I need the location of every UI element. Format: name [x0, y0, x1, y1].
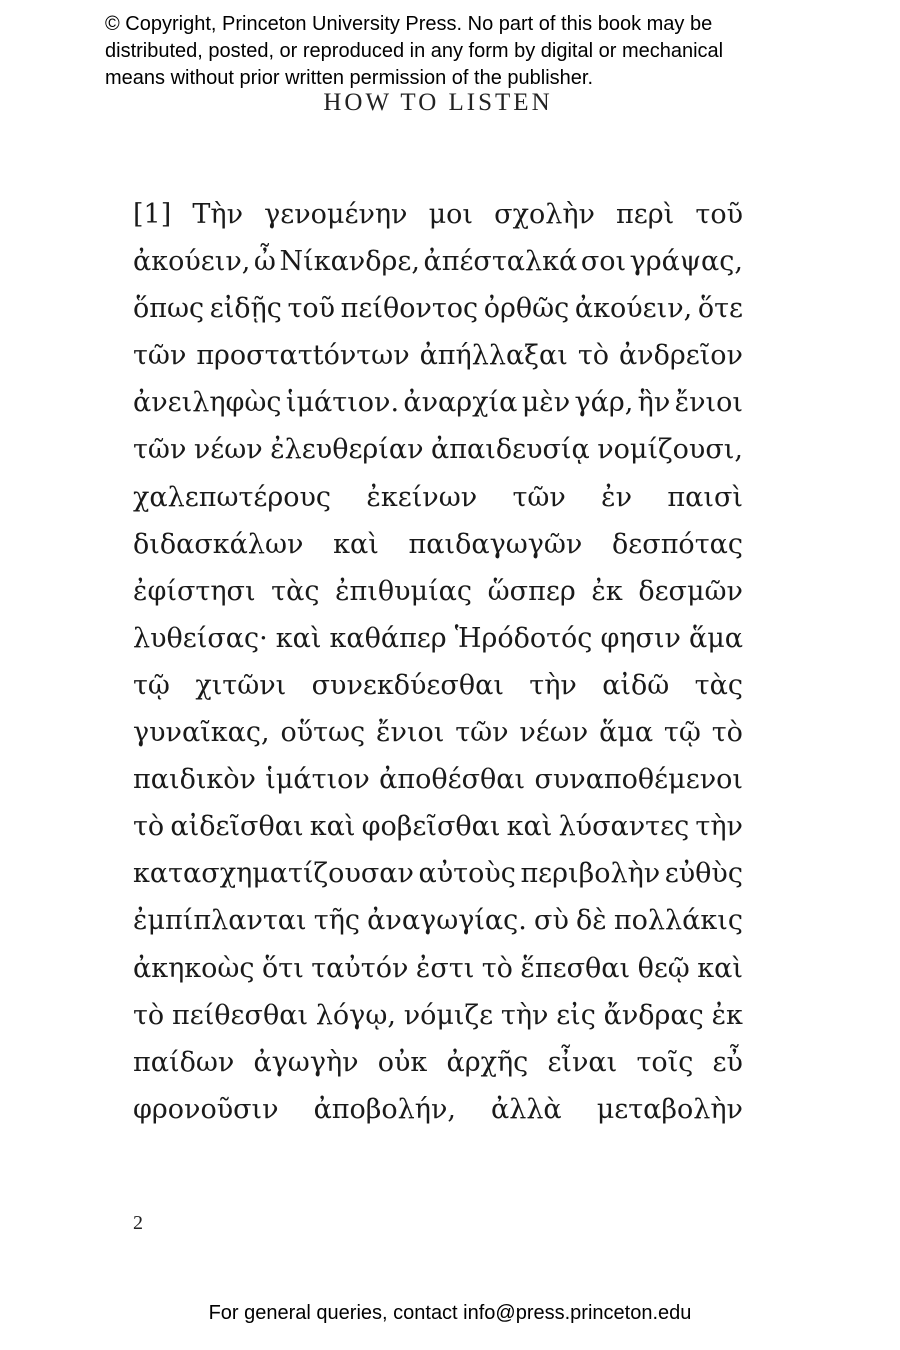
text-line: διδασκάλων καὶ παιδαγωγῶν δεσπότας	[133, 528, 743, 560]
text-line: ἀνειληφὼς ἱμάτιον. ἀναρχία μὲν γάρ, ἣν ἔνιοι	[133, 387, 743, 419]
text-line: φρονοῦσιν ἀποβολήν, ἀλλὰ μεταβολὴν	[133, 1093, 743, 1125]
text-line: [1] Τὴν γενομένην μοι σχολὴν περὶ τοῦ	[133, 199, 743, 230]
text-line: ἐμπίπλανται τῆς ἀναγωγίας. σὺ δὲ πολλάκις	[133, 905, 743, 937]
text-line: ἀκούειν, ὦ Νίκανδρε, ἀπέσταλκά σοι γράψας,	[133, 246, 743, 278]
text-line: παιδικὸν ἱμάτιον ἀποθέσθαι συναποθέμενοι	[133, 764, 743, 796]
greek-body-text	[133, 191, 743, 1133]
copyright-notice	[105, 11, 825, 92]
text-line: τὸ πείθεσθαι λόγῳ, νόμιζε τὴν εἰς ἄνδρας ἐκ	[133, 999, 743, 1031]
text-line: χαλεπωτέρους ἐκείνων τῶν ἐν παισὶ	[133, 481, 743, 513]
text-line: λυθείσας· καὶ καθάπερ Ἡρόδοτός φησιν ἅμα	[133, 622, 743, 654]
copyright-line-3: means without prior written permission of the publisher.	[105, 67, 594, 89]
text-line: ὅπως εἰδῇς τοῦ πείθοντος ὀρθῶς ἀκούειν, ὅτε	[133, 293, 743, 325]
text-line: κατασχηματίζουσαν αὐτοὺς περιβολὴν εὐθὺς	[133, 858, 743, 890]
text-line: ἐφίστησι τὰς ἐπιθυμίας ὥσπερ ἐκ δεσμῶν	[133, 575, 743, 607]
copyright-line-2: distributed, posted, or reproduced in any form by digital or mechanical	[105, 40, 724, 62]
text-line: τὸ αἰδεῖσθαι καὶ φοβεῖσθαι καὶ λύσαντες τὴν	[133, 811, 743, 843]
text-line: τῶν προστατtόντων ἀπήλλαξαι τὸ ἀνδρεῖον	[133, 340, 743, 372]
text-line: τῶν νέων ἐλευθερίαν ἀπαιδευσίᾳ νομίζουσι,	[133, 434, 743, 466]
copyright-line-1: © Copyright, Princeton University Press. No part of this book may be	[105, 13, 713, 35]
text-line: τῷ χιτῶνι συνεκδύεσθαι τὴν αἰδῶ τὰς	[133, 669, 743, 701]
page-number: 2	[133, 1212, 143, 1234]
text-line: παίδων ἀγωγὴν οὐκ ἀρχῆς εἶναι τοῖς εὖ	[133, 1046, 743, 1078]
text-line: γυναῖκας, οὕτως ἔνιοι τῶν νέων ἅμα τῷ τὸ	[133, 717, 743, 749]
footer-contact: For general queries, contact info@press.princeton.edu	[208, 1302, 692, 1324]
text-line: ἀκηκοὼς ὅτι ταὐτόν ἐστι τὸ ἕπεσθαι θεῷ καὶ	[133, 952, 743, 984]
running-head: HOW TO LISTEN	[323, 89, 553, 116]
